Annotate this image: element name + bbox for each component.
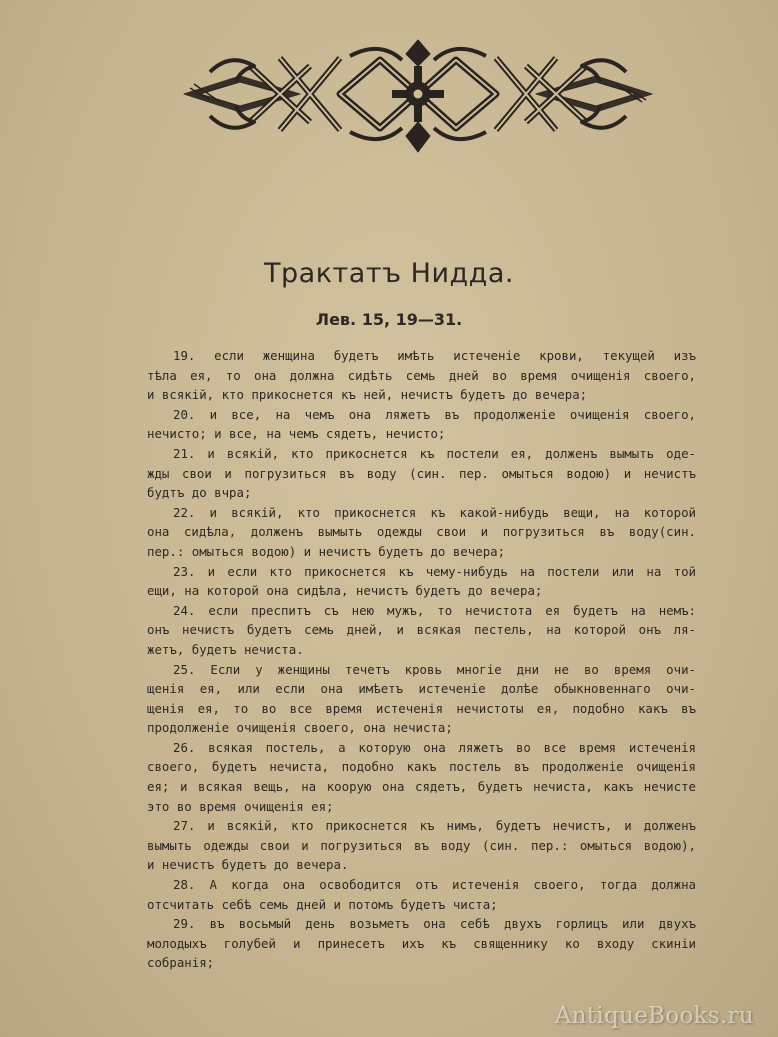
text-line: продолженіе очищенія своего, она нечиста;	[147, 720, 453, 736]
decorative-headpiece-ornament	[180, 36, 656, 156]
text-line: нечисто; и все, на чемъ сядетъ, нечисто;	[147, 426, 446, 442]
text-line: 29. въ восьмый день возьметъ она себѣ двухъ горлицъ или двухъ	[173, 916, 696, 932]
text-line: молодыхъ голубей и принесетъ ихъ къ священнику ко входу скиніи	[147, 935, 696, 951]
watermark-text: AntiqueBooks.ru	[554, 1003, 754, 1029]
scripture-reference: Лев. 15, 19—31.	[315, 310, 463, 329]
text-line: 20. и все, на чемъ она ляжетъ въ продолженіе очищенія своего,	[173, 406, 696, 422]
text-line: жды свои и погрузиться въ воду (син. пер. омыться водою) и нечистъ	[147, 465, 696, 481]
text-line: 25. Если у женщины течетъ кровь многіе дни не во время очи-	[173, 661, 696, 677]
text-line: 22. и всякій, кто прикоснется къ какой-нибудь вещи, на которой	[173, 504, 696, 520]
text-line: и нечистъ будетъ до вечера.	[147, 857, 349, 873]
text-line: это во время очищенія ея;	[147, 798, 334, 814]
text-line: онъ нечистъ будетъ семь дней, и всякая пестель, на которой онъ ля-	[147, 622, 696, 638]
text-line: отсчитать себѣ семь дней и потомъ будетъ чиста;	[147, 896, 498, 912]
text-line: щенія ея, или если она имѣетъ истеченіе долѣе обыкновеннаго очи-	[147, 681, 696, 697]
text-line: 21. и всякій, кто прикоснется къ постели ея, долженъ вымыть оде-	[173, 445, 696, 461]
text-line: пер.: омыться водою) и нечистъ будетъ до вечера;	[147, 543, 506, 559]
text-line: ея; и всякая вещь, на коорую она сядетъ, будетъ нечиста, какъ нечисте	[147, 779, 696, 795]
text-line: своего, будетъ нечиста, подобно какъ постель въ продолженіе очищенія	[147, 759, 696, 775]
verses-text-block	[147, 346, 696, 973]
verse-25	[147, 660, 696, 738]
text-line: собранія;	[147, 955, 215, 971]
text-line: тѣла ея, то она должна сидѣть семь дней во время очищенія своего,	[147, 367, 696, 383]
verse-21	[147, 444, 696, 503]
text-line: 27. и всякій, кто прикоснется къ нимъ, будетъ нечистъ, и долженъ	[173, 818, 696, 834]
page-title: Трактатъ Нидда.	[264, 258, 514, 289]
text-line: 19. если женщина будетъ имѣть истеченіе крови, текущей изъ	[173, 348, 696, 363]
verse-28	[147, 875, 696, 914]
text-line: и всякій, кто прикоснется къ ней, нечистъ будетъ до вечера;	[147, 387, 588, 403]
verse-23	[147, 562, 696, 601]
text-line: будтъ до вчра;	[147, 485, 252, 501]
verse-26	[147, 738, 696, 816]
text-line: она сидѣла, долженъ вымыть одежды свои и погрузиться въ воду(син.	[147, 524, 696, 540]
verse-20	[147, 405, 696, 444]
text-line: вымыть одежды свои и погрузиться въ воду (син. пер.: омыться водою),	[147, 837, 696, 853]
verse-27	[147, 816, 696, 875]
verse-19	[147, 346, 696, 405]
text-line: ещи, на которой она сидѣла, нечистъ будетъ до вечера;	[147, 583, 543, 599]
text-line: 24. если преспитъ съ нею мужъ, то нечистота ея будетъ на немъ:	[173, 602, 696, 618]
verse-22	[147, 503, 696, 562]
text-line: 26. всякая постель, а которую она ляжетъ во все время истеченія	[173, 739, 696, 755]
verse-29	[147, 914, 696, 973]
text-line: щенія ея, то во все время истеченія нечистоты ея, подобно какъ въ	[147, 700, 696, 716]
text-line: жетъ, будетъ нечиста.	[147, 641, 304, 657]
text-line: 23. и если кто прикоснется къ чему-нибудь на постели или на той	[173, 563, 696, 579]
text-line: 28. А когда она освободится отъ истеченія своего, тогда должна	[173, 877, 696, 893]
verse-24	[147, 601, 696, 660]
